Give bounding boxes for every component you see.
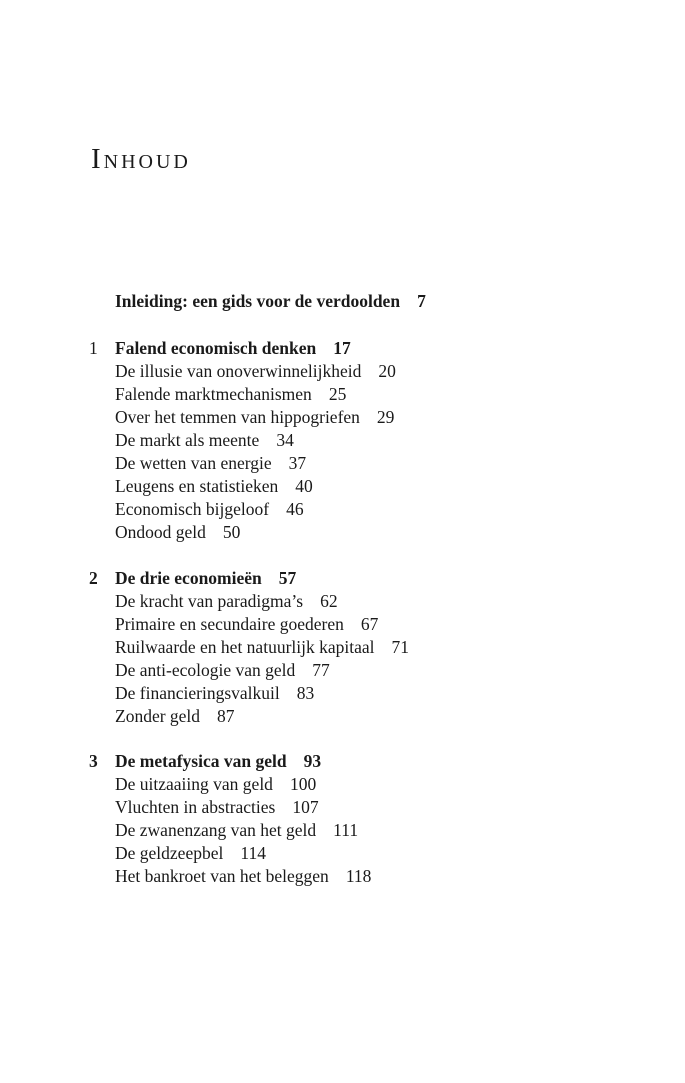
toc-section[interactable]: [115, 498, 304, 520]
toc-entry-page: 50: [222, 522, 241, 542]
toc-section[interactable]: [115, 521, 240, 543]
toc-chapter-3[interactable]: [115, 750, 321, 772]
toc-entry-page: 87: [217, 706, 235, 726]
toc-section[interactable]: [115, 773, 316, 795]
chapter-number: 1: [89, 338, 98, 358]
toc-section[interactable]: [115, 682, 314, 704]
toc-section[interactable]: [115, 452, 306, 474]
toc-entry-label: Het bankroet van het beleggen: [115, 866, 329, 886]
toc-entry-page: 62: [320, 591, 338, 611]
toc-section[interactable]: [115, 360, 396, 382]
toc-entry-label: Falend economisch denken: [115, 338, 317, 358]
toc-entry-label: Economisch bijgeloof: [115, 499, 270, 519]
toc-entry-page: 100: [289, 774, 317, 794]
toc-entry-page: 29: [376, 407, 395, 427]
toc-section[interactable]: [115, 636, 409, 658]
toc-entry-page: 17: [333, 338, 351, 358]
toc-entry-label: De illusie van onoverwinnelijkheid: [115, 361, 362, 381]
toc-entry-page: 7: [417, 291, 426, 311]
toc-section[interactable]: [115, 383, 346, 405]
toc-entry-page: 93: [303, 751, 322, 771]
toc-entry-page: 34: [276, 430, 294, 450]
toc-entry-page: 83: [296, 683, 315, 703]
toc-section[interactable]: [115, 659, 330, 681]
toc-entry-page: 57: [278, 568, 297, 588]
toc-entry-label: Ondood geld: [115, 522, 206, 542]
toc-entry-label: De anti-ecologie van geld: [115, 660, 296, 680]
toc-entry-page: 107: [292, 797, 319, 817]
toc-section[interactable]: [115, 613, 378, 635]
toc-chapter-2[interactable]: [115, 567, 296, 589]
toc-entry-label: Ruilwaarde en het natuurlijk kapitaal: [115, 637, 375, 657]
toc-section[interactable]: [115, 865, 371, 887]
toc-entry-page: 118: [345, 866, 372, 886]
toc-entry-page: 111: [333, 820, 359, 840]
toc-entry-label: Inleiding: een gids voor de verdoolden: [115, 291, 401, 311]
toc-chapter-1[interactable]: [115, 337, 351, 359]
toc-entry-label: De wetten van energie: [115, 453, 272, 473]
toc-section[interactable]: [115, 590, 338, 612]
toc-section[interactable]: [115, 819, 358, 841]
toc-entry-label: Zonder geld: [115, 706, 201, 726]
toc-entry-label: Falende marktmechanismen: [115, 384, 312, 404]
chapter-number: 3: [89, 751, 98, 771]
toc-entry-intro[interactable]: [115, 290, 426, 312]
toc-entry-label: De zwanenzang van het geld: [115, 820, 317, 840]
toc-entry-page: 114: [240, 843, 266, 863]
toc-entry-page: 71: [391, 637, 409, 657]
toc-entry-page: 37: [288, 453, 307, 473]
toc-entry-page: 40: [295, 476, 313, 496]
toc-section[interactable]: [115, 705, 235, 727]
toc-entry-page: 77: [312, 660, 330, 680]
toc-entry-label: Vluchten in abstracties: [115, 797, 276, 817]
toc-entry-label: Primaire en secundaire goederen: [115, 614, 344, 634]
chapter-number: 2: [89, 568, 98, 588]
toc-entry-label: De uitzaaiing van geld: [115, 774, 273, 794]
toc-entry-page: 46: [286, 499, 304, 519]
toc-section[interactable]: [115, 475, 313, 497]
toc-section[interactable]: [115, 796, 319, 818]
toc-entry-label: De financieringsvalkuil: [115, 683, 280, 703]
toc-section[interactable]: [115, 429, 294, 451]
toc-entry-label: De markt als meente: [115, 430, 260, 450]
toc-entry-label: Leugens en statistieken: [115, 476, 279, 496]
toc-entry-label: De kracht van paradigma’s: [115, 591, 304, 611]
toc-section[interactable]: [115, 842, 266, 864]
toc-entry-page: 25: [328, 384, 347, 404]
page-title: Inhoud: [91, 143, 191, 175]
toc-entry-label: De metafysica van geld: [115, 751, 287, 771]
toc-entry-label: Over het temmen van hippogriefen: [115, 407, 360, 427]
toc-entry-page: 20: [378, 361, 396, 381]
toc-entry-label: De drie economieën: [115, 568, 262, 588]
toc-entry-label: De geldzeepbel: [115, 843, 224, 863]
toc-section[interactable]: [115, 406, 394, 428]
toc-entry-page: 67: [360, 614, 379, 634]
